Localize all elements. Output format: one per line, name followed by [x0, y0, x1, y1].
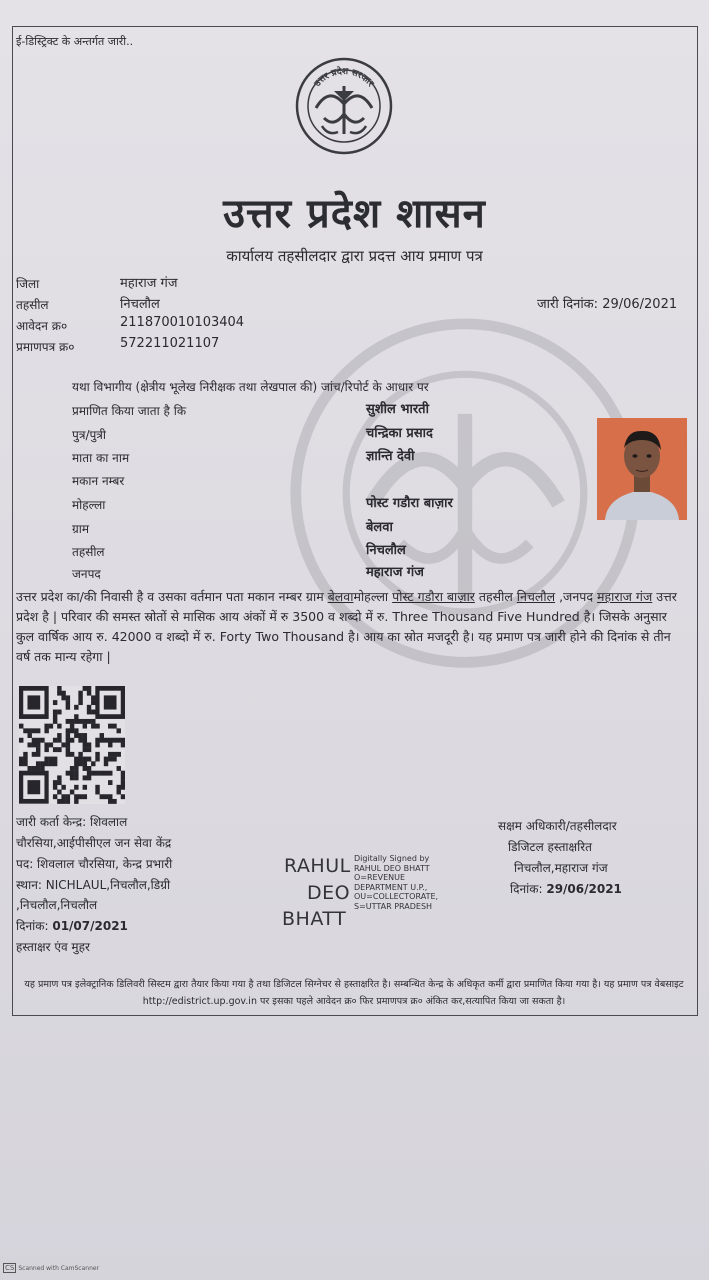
officer-line: निचलौल,महाराज गंज: [514, 861, 608, 875]
detail-label: तहसील: [72, 545, 105, 559]
detail-label: प्रमाणित किया जाता है कि: [72, 404, 187, 418]
district-value: महाराज गंज: [120, 276, 178, 291]
detail-label: मकान नम्बर: [72, 474, 125, 488]
top-note: ई-डिस्ट्रिक्ट के अन्तर्गत जारी..: [16, 35, 134, 48]
issuer-line: स्थान: NICHLAUL,निचलौल,डिग्री: [16, 878, 171, 892]
sign-detail: DEPARTMENT U.P.,: [354, 882, 428, 892]
page-subtitle: कार्यालय तहसीलदार द्वारा प्रदत्त आय प्रमाण पत्र: [226, 247, 483, 265]
detail-label: पुत्र/पुत्री: [72, 428, 107, 442]
issuer-line: चौरसिया,आईपीसीएल जन सेवा केंद्र: [16, 836, 172, 850]
qr-code: [19, 686, 125, 804]
scanner-text: Scanned with CamScanner: [18, 1265, 100, 1272]
district-label: जिला: [16, 277, 40, 291]
certificate-footer: यह प्रमाण पत्र इलेक्ट्रानिक डिलिवरी सिस्टम द्वारा तैयार किया गया है तथा डिजिटल सिग्नेचर से हस्ताक्षरित है। सम्बन्धित केन्द्र के अधिकृत कर्मी द्वारा प्रमाणित किया गया है। यह प्रमाण पत्र वेबसाइट http://edistrict.up.gov.in पर इसका पहले आवेदन क्र० फिर प्रमाणपत्र क्र० अंकित कर,सत्यापित किया जा सकता है।: [24, 979, 684, 1007]
paragraph-mohalla: पोस्ट गडौरा बाज़ार: [392, 589, 475, 604]
issuer-line: ,निचलौल,निचलौल: [16, 898, 98, 912]
emblem-text: उत्तर प्रदेश सरकार: [312, 66, 376, 89]
signer-name-line3: BHATT: [282, 908, 347, 930]
issuer-date-value: 01/07/2021: [52, 919, 128, 933]
officer-date-value: 29/06/2021: [546, 882, 622, 896]
detail-label: जनपद: [72, 567, 101, 581]
issuer-line: पद: शिवलाल चौरसिया, केन्द्र प्रभारी: [16, 857, 173, 871]
officer-line: सक्षम अधिकारी/तहसीलदार: [498, 819, 617, 833]
certificate-label: प्रमाणपत्र क्र०: [16, 340, 75, 354]
paragraph-district: महाराज गंज: [596, 589, 653, 604]
digital-sign-details: [354, 854, 438, 911]
paragraph-text: तहसील: [474, 589, 517, 604]
person-icon: [597, 418, 687, 520]
signer-name-line1: RAHUL: [284, 855, 351, 877]
tehsil-value: निचलौल: [120, 297, 160, 312]
paragraph-text: मोहल्ला: [353, 589, 393, 604]
issuer-sign-label: हस्ताक्षर एंव मुहर: [16, 940, 90, 954]
paragraph-text: उत्तर प्रदेश है | परिवार की समस्त स्रोतों से मासिक आय अंकों में रु 3500 व शब्दो में रु. Three Thousand Five Hundred है। जिसके अनुसार कुल वार्षिक आय रु. 42000 व शब्दो में रु. Forty Two Thousand है। आय का स्रोत मजदूरी है। यह प्रमाण पत्र जारी होने की दिनांक से तीन वर्ष तक मान्य रहेगा |: [16, 589, 677, 664]
scanner-watermark: [3, 1263, 99, 1273]
sign-detail: Digitally Signed by: [354, 854, 430, 863]
detail-value: सुशील भारती: [366, 402, 429, 417]
details-intro: यथा विभागीय (क्षेत्रीय भूलेख निरीक्षक तथा लेखपाल की) जांच/रिपोर्ट के आधार पर: [72, 380, 429, 394]
application-value: 211870010103404: [120, 315, 245, 330]
issuer-date: [16, 917, 128, 934]
issue-date-label: जारी दिनांक:: [537, 297, 599, 312]
certificate-paragraph: [16, 587, 688, 667]
sign-detail: S=UTTAR PRADESH: [354, 901, 433, 911]
detail-value: बेलवा: [366, 520, 393, 535]
sign-detail: OU=COLLECTORATE,: [354, 892, 439, 901]
state-emblem-icon: [294, 56, 394, 156]
signer-name-line2: DEO: [307, 882, 351, 904]
svg-text:उत्तर प्रदेश सरकार: [312, 65, 375, 90]
detail-label: माता का नाम: [72, 451, 130, 465]
certificate-value: 572211021107: [120, 336, 220, 351]
tehsil-label: तहसील: [16, 298, 49, 312]
officer-date-label: दिनांक:: [510, 882, 543, 896]
detail-value: ज्ञान्ति देवी: [366, 449, 415, 464]
officer-date: [510, 880, 622, 897]
detail-value: पोस्ट गडौरा बाज़ार: [366, 496, 453, 511]
sign-detail: RAHUL DEO BHATT: [354, 863, 430, 873]
paragraph-text: ,जनपद: [555, 589, 597, 604]
detail-value: निचलौल: [366, 543, 406, 558]
paragraph-tehsil: निचलौल: [516, 589, 556, 604]
application-label: आवेदन क्र०: [16, 319, 68, 333]
paragraph-text: उत्तर प्रदेश का/की निवासी है व उसका वर्तमान पता मकान नम्बर ग्राम: [16, 589, 328, 604]
issue-date-value: 29/06/2021: [602, 297, 678, 312]
scanner-badge: CS: [5, 1264, 15, 1272]
detail-label: मोहल्ला: [72, 498, 106, 512]
issuer-date-label: दिनांक:: [16, 919, 49, 933]
issuer-line: जारी कर्ता केन्द्र: शिवलाल: [16, 815, 128, 829]
applicant-photo: [597, 418, 687, 520]
sign-detail: O=REVENUE: [354, 873, 406, 882]
officer-line: डिजिटल हस्ताक्षरित: [508, 840, 592, 854]
detail-value: चन्द्रिका प्रसाद: [366, 426, 433, 441]
issue-date: [537, 294, 677, 312]
paragraph-village: बेलवा: [327, 589, 354, 604]
detail-label: ग्राम: [72, 522, 90, 536]
page-title: उत्तर प्रदेश शासन: [223, 190, 486, 237]
detail-value: महाराज गंज: [366, 565, 424, 580]
